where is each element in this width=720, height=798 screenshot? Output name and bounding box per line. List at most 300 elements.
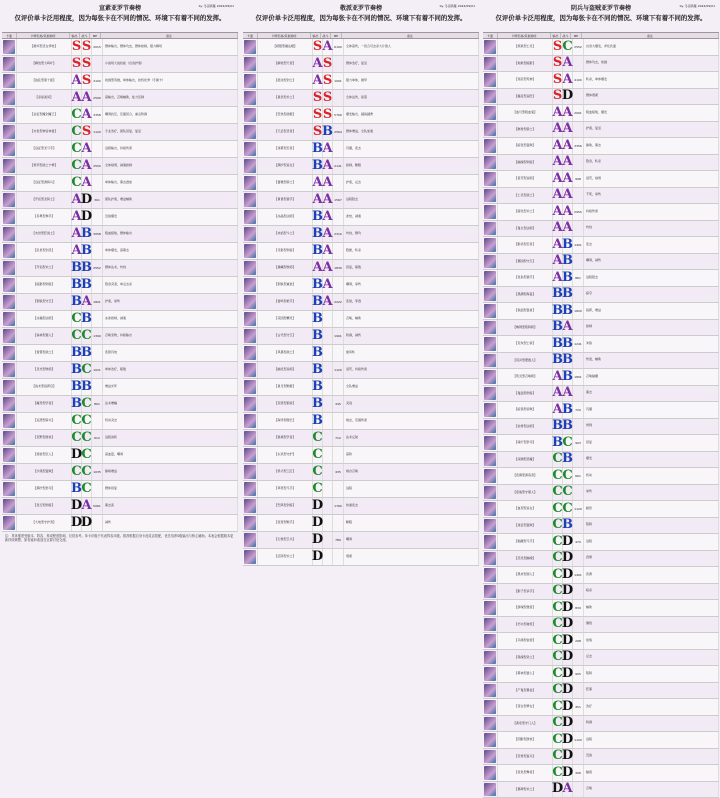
column-label: 输出	[311, 33, 321, 38]
battle-grade: C	[82, 430, 92, 446]
table-row[interactable]	[483, 551, 719, 568]
table-row[interactable]	[483, 518, 719, 535]
card-art-cell	[243, 379, 258, 395]
table-row[interactable]	[483, 501, 719, 518]
table-row[interactable]	[483, 386, 719, 403]
card-note: 偷取，暴击	[584, 138, 719, 154]
card-name: 【夜莺型歌手】	[258, 515, 313, 531]
table-row[interactable]	[483, 683, 719, 700]
card-art-cell	[483, 666, 498, 682]
battle-grade: D	[82, 192, 92, 208]
output-grade: C	[553, 534, 563, 550]
table-row[interactable]	[483, 435, 719, 452]
table-row[interactable]	[243, 430, 479, 447]
table-row[interactable]	[243, 39, 479, 56]
card-art-cell	[2, 260, 17, 276]
output-grade: A	[553, 254, 563, 270]
card-note: 法术反射	[344, 430, 479, 446]
table-row[interactable]	[2, 107, 238, 124]
table-row[interactable]	[243, 464, 479, 481]
card-note: 传送，辅助	[584, 353, 719, 369]
card-portrait-icon	[3, 261, 15, 275]
output-grade: A	[72, 243, 82, 259]
bp-value: 2552	[92, 260, 103, 276]
output-grade: B	[313, 209, 323, 225]
table-row[interactable]	[483, 89, 719, 106]
card-art-cell	[483, 633, 498, 649]
table-row[interactable]	[243, 90, 479, 107]
table-row[interactable]	[243, 56, 479, 73]
table-row[interactable]	[483, 320, 719, 337]
card-name: 【熔岩型巨人】	[17, 447, 72, 463]
table-row[interactable]	[243, 260, 479, 277]
card-portrait-icon	[484, 321, 496, 335]
table-row[interactable]	[483, 105, 719, 122]
card-name: 【风暴型战士】	[258, 345, 313, 361]
card-note: 强力单体，破甲	[344, 73, 479, 89]
table-row[interactable]	[483, 39, 719, 56]
battle-grade	[323, 328, 333, 344]
battle-grade: A	[82, 175, 92, 191]
card-name: 【血月型吸血鬼】	[498, 105, 553, 121]
card-name: 【玄武型守护】	[258, 447, 313, 463]
card-portrait-icon	[484, 189, 496, 203]
table-row[interactable]	[2, 413, 238, 430]
table-row[interactable]	[483, 188, 719, 205]
bp-value: 1021	[92, 362, 103, 378]
card-note: 冰冻控制，减速	[103, 311, 238, 327]
table-row[interactable]	[243, 175, 479, 192]
card-art-cell	[2, 39, 17, 55]
table-row[interactable]	[243, 532, 479, 549]
table-row[interactable]	[2, 192, 238, 209]
card-portrait-icon	[244, 295, 256, 309]
battle-grade: D	[563, 567, 573, 583]
output-grade: B	[313, 294, 323, 310]
table-row[interactable]	[2, 328, 238, 345]
output-grade: C	[72, 141, 82, 157]
bp-value: 1760	[333, 498, 344, 514]
table-row[interactable]	[483, 287, 719, 304]
table-row[interactable]	[483, 336, 719, 353]
table-row[interactable]	[483, 353, 719, 370]
bp-value	[92, 277, 103, 293]
panel-subtitle: 仅评价单卡泛用程度，因为每张卡在不同的情况、环境下有着不同的发挥。	[483, 13, 719, 22]
battle-grade	[323, 549, 333, 565]
table-row[interactable]	[483, 650, 719, 667]
card-name: 【圣光型牧师】	[17, 362, 72, 378]
table-row[interactable]	[243, 311, 479, 328]
table-row[interactable]	[2, 498, 238, 515]
card-portrait-icon	[3, 397, 15, 411]
card-name: 【暗夜型盗贼】	[498, 138, 553, 154]
battle-grade: A	[82, 90, 92, 106]
table-row[interactable]	[483, 716, 719, 733]
card-art-cell	[243, 311, 258, 327]
output-grade: C	[553, 518, 563, 534]
panel-header	[243, 2, 479, 32]
card-art-cell	[483, 303, 498, 319]
bp-value	[333, 56, 344, 72]
table-row[interactable]	[483, 204, 719, 221]
output-grade: C	[72, 464, 82, 480]
tier-panel-3	[483, 2, 719, 754]
table-row[interactable]	[2, 481, 238, 498]
battle-grade: A	[82, 158, 92, 174]
battle-grade: A	[323, 192, 333, 208]
card-name: 【混沌型剑士】	[258, 73, 313, 89]
table-row[interactable]	[2, 90, 238, 107]
card-note: 高防	[344, 447, 479, 463]
table-row[interactable]	[243, 192, 479, 209]
card-note: 团队护盾，增益辅助	[103, 192, 238, 208]
bp-value	[573, 650, 584, 666]
card-portrait-icon	[484, 387, 496, 401]
table-row[interactable]	[243, 396, 479, 413]
output-grade: B	[313, 396, 323, 412]
output-grade: B	[313, 362, 323, 378]
table-row[interactable]	[2, 379, 238, 396]
battle-grade: C	[563, 39, 573, 55]
battle-grade: B	[563, 353, 573, 369]
card-note: 召唤	[584, 782, 719, 798]
card-art-cell	[483, 122, 498, 138]
card-art-cell	[2, 107, 17, 123]
table-row[interactable]	[2, 260, 238, 277]
card-note: 群体增益，全队加速	[344, 124, 479, 140]
card-art-cell	[483, 716, 498, 732]
table-row[interactable]	[2, 294, 238, 311]
card-art-cell	[483, 732, 498, 748]
table-row[interactable]	[483, 732, 719, 749]
table-row[interactable]	[243, 243, 479, 260]
card-portrait-icon	[484, 271, 496, 285]
output-grade: C	[72, 413, 82, 429]
table-row[interactable]	[483, 303, 719, 320]
battle-grade: B	[82, 226, 92, 242]
battle-grade: C	[82, 328, 92, 344]
bp-value	[333, 481, 344, 497]
table-row[interactable]	[243, 413, 479, 430]
bp-value: 1120	[92, 124, 103, 140]
bp-value	[333, 243, 344, 259]
bp-value	[92, 345, 103, 361]
card-art-cell	[2, 430, 17, 446]
table-row[interactable]	[483, 254, 719, 271]
card-note: 群体毒素	[584, 89, 719, 105]
card-portrait-icon	[244, 74, 256, 88]
table-row[interactable]	[483, 666, 719, 683]
card-art-cell	[2, 345, 17, 361]
table-row[interactable]	[243, 447, 479, 464]
card-art-cell	[483, 89, 498, 105]
output-grade: B	[553, 320, 563, 336]
table-row[interactable]	[2, 464, 238, 481]
table-row[interactable]	[483, 534, 719, 551]
table-row[interactable]	[483, 584, 719, 601]
bp-value: 435	[333, 464, 344, 480]
output-grade: A	[72, 73, 82, 89]
card-portrait-icon	[484, 255, 496, 269]
card-name: 【雷霆型战士】	[17, 345, 72, 361]
output-grade: A	[313, 260, 323, 276]
bp-value	[573, 56, 584, 72]
card-portrait-icon	[244, 176, 256, 190]
card-art-cell	[243, 464, 258, 480]
output-grade: C	[553, 485, 563, 501]
card-note: 回复，驱散	[344, 260, 479, 276]
output-grade: A	[553, 369, 563, 385]
table-row[interactable]	[243, 277, 479, 294]
card-note: 魅惑	[584, 765, 719, 781]
tier-panel-2	[243, 2, 479, 754]
card-portrait-icon	[484, 684, 496, 698]
table-row[interactable]	[243, 226, 479, 243]
card-art-cell	[2, 226, 17, 242]
card-art-cell	[2, 413, 17, 429]
battle-grade: D	[82, 209, 92, 225]
table-row[interactable]	[483, 600, 719, 617]
output-grade: B	[72, 362, 82, 378]
table-row[interactable]	[2, 124, 238, 141]
table-row[interactable]	[2, 430, 238, 447]
table-row[interactable]	[2, 396, 238, 413]
output-grade: D	[72, 515, 82, 531]
card-name: 【迷宫型盗贼】	[498, 518, 553, 534]
table-row[interactable]	[483, 171, 719, 188]
table-row[interactable]	[2, 277, 238, 294]
table-row[interactable]	[2, 226, 238, 243]
bp-value: 661	[573, 468, 584, 484]
table-row[interactable]	[2, 73, 238, 90]
card-note: 隐匿，斩杀	[344, 243, 479, 259]
table-row[interactable]	[2, 158, 238, 175]
table-row[interactable]	[243, 345, 479, 362]
table-row[interactable]	[243, 515, 479, 532]
table-row[interactable]	[483, 419, 719, 436]
table-row[interactable]	[483, 72, 719, 89]
table-row[interactable]	[2, 175, 238, 192]
bp-value: 4100	[573, 72, 584, 88]
card-art-cell	[483, 683, 498, 699]
battle-grade: C	[82, 464, 92, 480]
card-portrait-icon	[484, 552, 496, 566]
table-row[interactable]	[243, 294, 479, 311]
bp-value	[92, 243, 103, 259]
card-art-cell	[2, 396, 17, 412]
card-name: 【地狱型暗影】	[498, 56, 553, 72]
battle-grade: D	[563, 89, 573, 105]
card-art-cell	[243, 277, 258, 293]
output-grade: A	[553, 105, 563, 121]
output-grade: B	[72, 481, 82, 497]
table-row[interactable]	[243, 481, 479, 498]
table-row[interactable]	[483, 765, 719, 782]
table-row[interactable]	[243, 107, 479, 124]
card-name: 【死灵型召唤师】	[498, 369, 553, 385]
card-note: 回复	[584, 435, 719, 451]
card-portrait-icon	[3, 312, 15, 326]
table-row[interactable]	[2, 345, 238, 362]
bp-value	[573, 419, 584, 435]
table-row[interactable]	[483, 468, 719, 485]
battle-grade	[323, 311, 333, 327]
card-portrait-icon	[484, 535, 496, 549]
column-label: 卡牌名称/其他称呼	[498, 33, 551, 38]
card-note: 机动突击	[103, 413, 238, 429]
table-row[interactable]	[483, 452, 719, 469]
card-art-cell	[2, 158, 17, 174]
table-row[interactable]	[2, 56, 238, 73]
table-row[interactable]	[483, 155, 719, 172]
table-row[interactable]	[2, 141, 238, 158]
bp-value	[573, 287, 584, 303]
battle-grade: A	[563, 72, 573, 88]
battle-grade: B	[82, 277, 92, 293]
table-row[interactable]	[243, 124, 479, 141]
card-portrait-icon	[244, 244, 256, 258]
card-name: 【魔导型学者】	[17, 396, 72, 412]
table-row[interactable]	[2, 362, 238, 379]
battle-grade: A	[563, 122, 573, 138]
table-row[interactable]	[483, 749, 719, 766]
battle-grade: S	[323, 56, 333, 72]
card-note: 收割型英雄，单体输出，挂机优秀（专属卡）	[103, 73, 238, 89]
output-grade: C	[553, 452, 563, 468]
table-row[interactable]	[483, 56, 719, 73]
card-name: 【赤焰型斗士】	[258, 226, 313, 242]
battle-grade: C	[563, 468, 573, 484]
card-art-cell	[2, 362, 17, 378]
bp-value	[573, 452, 584, 468]
table-row[interactable]	[2, 39, 238, 56]
bp-value	[573, 584, 584, 600]
card-art-cell	[483, 485, 498, 501]
battle-grade: S	[323, 107, 333, 123]
card-portrait-icon	[3, 244, 15, 258]
card-name: 【末世型神官林雷】	[17, 124, 72, 140]
card-art-cell	[483, 567, 498, 583]
table-row[interactable]	[243, 209, 479, 226]
card-name: 【沙漠型盗贼】	[17, 464, 72, 480]
table-row[interactable]	[243, 328, 479, 345]
output-grade: S	[72, 56, 82, 72]
card-portrait-icon	[3, 499, 15, 513]
table-row[interactable]	[483, 402, 719, 419]
table-row[interactable]	[483, 270, 719, 287]
table-row[interactable]	[483, 567, 719, 584]
table-row[interactable]	[483, 369, 719, 386]
table-row[interactable]	[243, 362, 479, 379]
card-note: 陷阱	[584, 666, 719, 682]
battle-grade: S	[82, 73, 92, 89]
panel-header	[483, 2, 719, 32]
card-portrait-icon	[244, 346, 256, 360]
output-grade: A	[72, 90, 82, 106]
table-row[interactable]	[2, 447, 238, 464]
output-grade: A	[553, 386, 563, 402]
output-grade: C	[72, 107, 82, 123]
output-grade: C	[553, 765, 563, 781]
table-row[interactable]	[2, 311, 238, 328]
card-note: 灼烧，群攻	[344, 226, 479, 242]
table-row[interactable]	[483, 138, 719, 155]
bp-value: 720	[573, 402, 584, 418]
card-note: 隐身突袭，单点击杀	[103, 277, 238, 293]
column-label: 战斗	[321, 33, 331, 38]
table-row[interactable]	[243, 379, 479, 396]
card-portrait-icon	[484, 469, 496, 483]
card-portrait-icon	[484, 57, 496, 71]
column-label: 输出	[70, 33, 80, 38]
table-row[interactable]	[243, 141, 479, 158]
table-row[interactable]	[2, 209, 238, 226]
card-art-cell	[243, 192, 258, 208]
table-row[interactable]	[243, 73, 479, 90]
table-row[interactable]	[483, 617, 719, 634]
output-grade: C	[72, 328, 82, 344]
card-note: 闪避，连击	[344, 141, 479, 157]
table-row[interactable]	[483, 485, 719, 502]
card-note: 嘲讽	[344, 532, 479, 548]
output-grade: S	[313, 107, 323, 123]
output-grade: A	[553, 237, 563, 253]
card-portrait-icon	[484, 585, 496, 599]
battle-grade: S	[82, 56, 92, 72]
card-portrait-icon	[484, 90, 496, 104]
card-portrait-icon	[244, 261, 256, 275]
card-portrait-icon	[3, 414, 15, 428]
bp-value: 1830	[333, 260, 344, 276]
bp-value: 2015	[92, 39, 103, 55]
card-portrait-icon	[3, 108, 15, 122]
card-portrait-icon	[484, 403, 496, 417]
bp-value: 612	[92, 430, 103, 446]
table-row[interactable]	[483, 122, 719, 139]
card-name: 【古代型守卫】	[258, 328, 313, 344]
bp-value	[333, 413, 344, 429]
card-note: 防御，减伤	[344, 328, 479, 344]
output-grade: C	[72, 158, 82, 174]
card-art-cell	[243, 73, 258, 89]
card-note: 专业治疗，团队回复，复活	[103, 124, 238, 140]
table-row[interactable]	[2, 243, 238, 260]
table-row[interactable]	[243, 158, 479, 175]
table-row[interactable]	[483, 782, 719, 798]
table-row[interactable]	[483, 699, 719, 716]
table-row[interactable]	[483, 237, 719, 254]
card-art-cell	[483, 419, 498, 435]
card-note: 吸血续航，群体输出	[103, 226, 238, 242]
battle-grade: C	[82, 447, 92, 463]
battle-grade	[323, 515, 333, 531]
card-note: 法术增幅	[103, 396, 238, 412]
card-portrait-icon	[3, 482, 15, 496]
bp-value	[573, 749, 584, 765]
output-grade: S	[72, 39, 82, 55]
card-art-cell	[243, 39, 258, 55]
battle-grade: D	[82, 515, 92, 531]
table-row[interactable]	[483, 221, 719, 238]
table-row[interactable]	[483, 633, 719, 650]
bp-value: 998	[573, 171, 584, 187]
table-row[interactable]	[2, 515, 238, 532]
table-row[interactable]	[243, 498, 479, 515]
output-grade: C	[553, 468, 563, 484]
card-name: 【花园型精灵】	[258, 311, 313, 327]
table-row[interactable]	[243, 549, 479, 566]
output-grade: B	[313, 243, 323, 259]
